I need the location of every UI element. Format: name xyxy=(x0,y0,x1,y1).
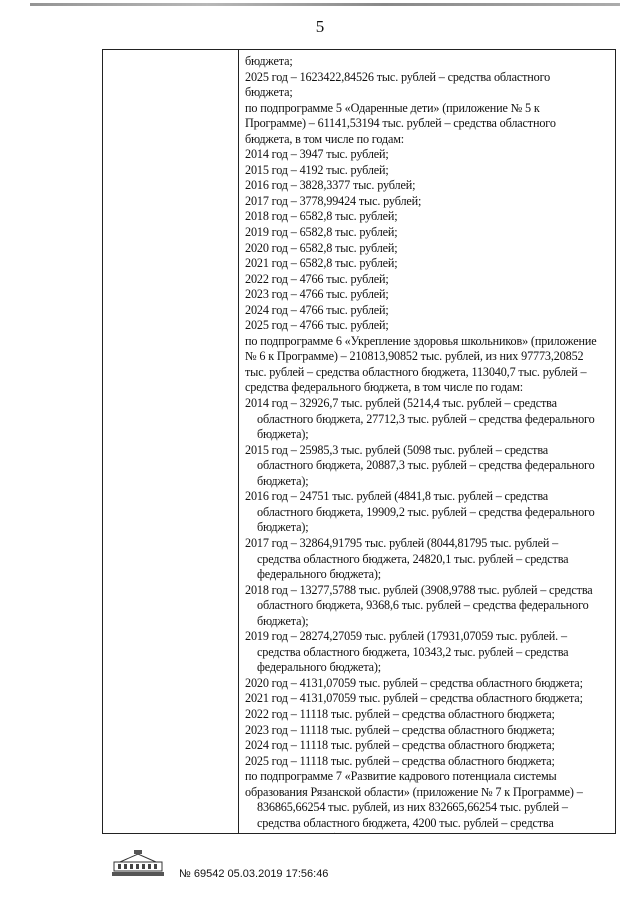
text-line: федерального бюджета); xyxy=(257,660,382,675)
text-line: 2023 год – 4766 тыс. рублей; xyxy=(245,287,389,302)
document-stamp: № 69542 05.03.2019 17:56:46 xyxy=(179,868,329,880)
text-line: 2017 год – 3778,99424 тыс. рублей; xyxy=(245,193,422,208)
text-line: 2014 год – 32926,7 тыс. рублей (5214,4 тыс. рублей – средства xyxy=(245,396,557,411)
text-line: бюджета); xyxy=(257,427,309,442)
text-line: федерального бюджета); xyxy=(257,567,382,582)
text-line: по подпрограмме 6 «Укрепление здоровья школьников» (приложение xyxy=(245,333,597,348)
text-line: 2019 год – 6582,8 тыс. рублей; xyxy=(245,225,398,240)
text-line: по подпрограмме 7 «Развитие кадрового потенциала системы xyxy=(245,769,557,784)
text-line: 2020 год – 4131,07059 тыс. рублей – средства областного бюджета; xyxy=(245,675,583,690)
text-line: 836865,66254 тыс. рублей, из них 832665,66254 тыс. рублей – xyxy=(257,800,568,815)
text-line: 2017 год – 32864,91795 тыс. рублей (8044,81795 тыс. рублей – xyxy=(245,535,559,550)
text-line: 2022 год – 11118 тыс. рублей – средства областного бюджета; xyxy=(245,706,555,721)
text-line: 2015 год – 4192 тыс. рублей; xyxy=(245,162,389,177)
text-line: средства областного бюджета, 24820,1 тыс. рублей – средства xyxy=(257,551,569,566)
registry-logo-icon xyxy=(108,848,168,878)
text-line: по подпрограмме 5 «Одаренные дети» (приложение № 5 к xyxy=(245,100,540,115)
text-line: Программе) – 61141,53194 тыс. рублей – средства областного xyxy=(245,116,556,131)
text-line: областного бюджета, 20887,3 тыс. рублей – средства федерального xyxy=(257,458,595,473)
text-line: средства областного бюджета, 10343,2 тыс. рублей – средства xyxy=(257,644,569,659)
text-line: образования Рязанской области» (приложение № 7 к Программе) – xyxy=(245,784,583,799)
table-left-column xyxy=(103,50,239,833)
text-line: областного бюджета, 9368,6 тыс. рублей – средства федерального xyxy=(257,598,589,613)
text-line: 2015 год – 25985,3 тыс. рублей (5098 тыс. рублей – средства xyxy=(245,442,549,457)
text-line: бюджета, в том числе по годам: xyxy=(245,131,405,146)
text-line: областного бюджета, 19909,2 тыс. рублей – средства федерального xyxy=(257,504,595,519)
text-line: 2025 год – 11118 тыс. рублей – средства областного бюджета; xyxy=(245,753,555,768)
scan-top-edge xyxy=(30,3,620,6)
text-line: 2019 год – 28274,27059 тыс. рублей (17931,07059 тыс. рублей. – xyxy=(245,629,567,644)
text-line: 2018 год – 13277,5788 тыс. рублей (3908,9788 тыс. рублей – средства xyxy=(245,582,593,597)
text-line: бюджета; xyxy=(245,54,293,68)
text-line: 2016 год – 3828,3377 тыс. рублей; xyxy=(245,178,416,193)
text-line xyxy=(245,831,611,833)
text-line: 2021 год – 4131,07059 тыс. рублей – средства областного бюджета; xyxy=(245,691,583,706)
text-line: № 6 к Программе) – 210813,90852 тыс. рублей, из них 97773,20852 xyxy=(245,349,584,364)
table-right-column xyxy=(240,50,615,833)
text-line: 2016 год – 24751 тыс. рублей (4841,8 тыс. рублей – средства xyxy=(245,489,549,504)
text-line: 2014 год – 3947 тыс. рублей; xyxy=(245,147,389,162)
text-line: бюджета; xyxy=(245,85,293,100)
text-line: 2023 год – 11118 тыс. рублей – средства областного бюджета; xyxy=(245,722,555,737)
text-line: 2025 год – 4766 тыс. рублей; xyxy=(245,318,389,333)
text-line: 2025 год – 1623422,84526 тыс. рублей – средства областного xyxy=(245,69,551,84)
text-line: 2024 год – 11118 тыс. рублей – средства областного бюджета; xyxy=(245,738,555,753)
page-number: 5 xyxy=(315,17,325,36)
text-line: 2024 год – 4766 тыс. рублей; xyxy=(245,302,389,317)
text-line: областного бюджета, 27712,3 тыс. рублей – средства федерального xyxy=(257,411,595,426)
text-line: бюджета); xyxy=(257,473,309,488)
text-line: бюджета); xyxy=(257,613,309,628)
budget-table xyxy=(102,49,616,834)
text-line: средства федерального бюджета, в том числе по годам: xyxy=(245,380,523,395)
text-line: средства областного бюджета, 4200 тыс. рублей – средства xyxy=(257,815,554,830)
text-line: тыс. рублей – средства областного бюджета, 113040,7 тыс. рублей – xyxy=(245,364,587,379)
text-line: 2022 год – 4766 тыс. рублей; xyxy=(245,271,389,286)
text-line: 2021 год – 6582,8 тыс. рублей; xyxy=(245,256,398,271)
text-line: бюджета); xyxy=(257,520,309,535)
text-line: 2020 год – 6582,8 тыс. рублей; xyxy=(245,240,398,255)
text-line: 2018 год – 6582,8 тыс. рублей; xyxy=(245,209,398,224)
